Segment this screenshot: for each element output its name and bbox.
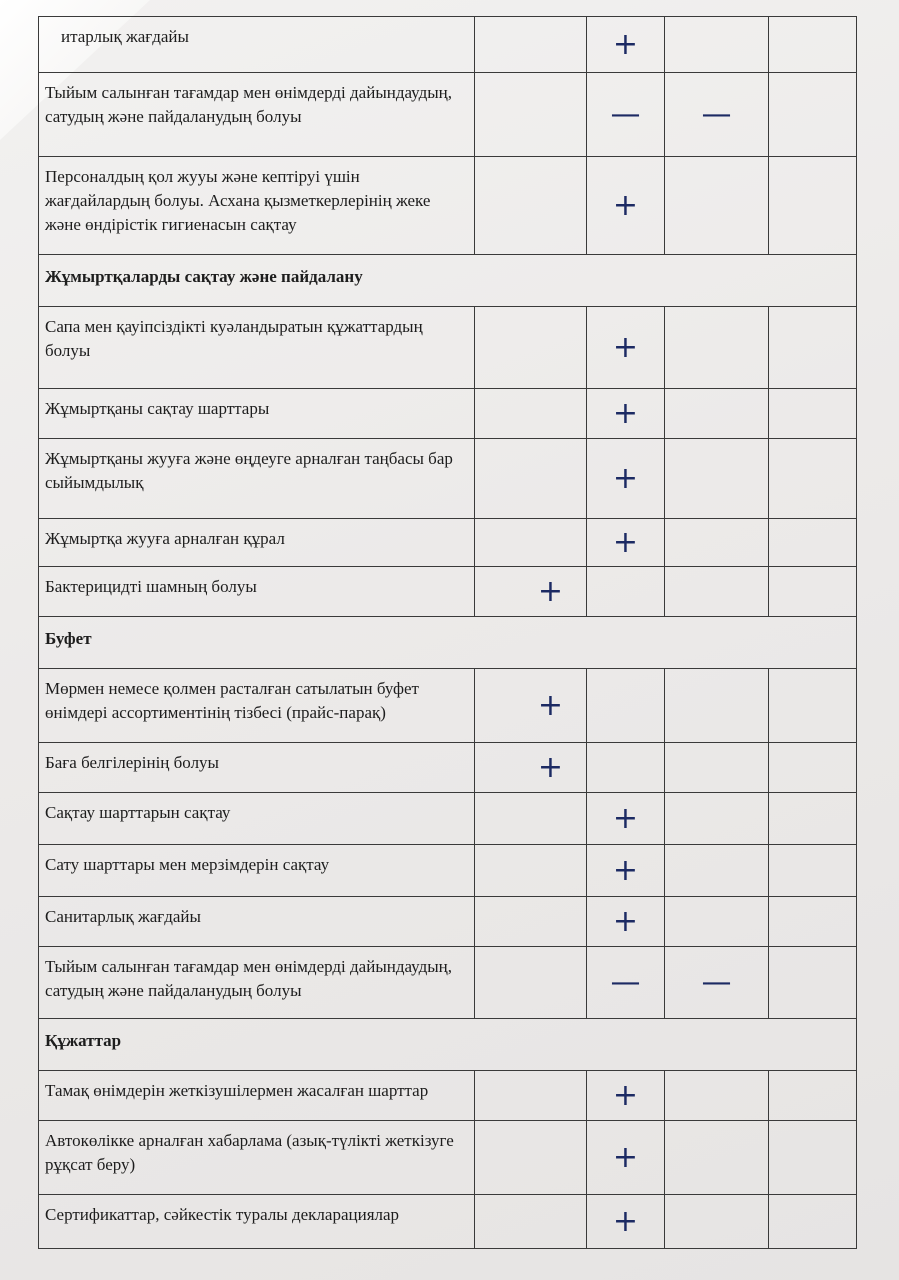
requirement-text: Автокөлікке арналған хабарлама (азық-түлікті жеткізуге рұқсат беру)	[39, 1121, 475, 1195]
requirement-text: Бактерицидті шамның болуы	[39, 567, 475, 617]
mark-col-3: —	[665, 73, 769, 157]
mark-col-2: +	[587, 519, 665, 567]
mark-col-2: +	[587, 157, 665, 255]
section-heading: Құжаттар	[39, 1019, 857, 1071]
mark-col-4	[769, 73, 857, 157]
mark-col-3	[665, 389, 769, 439]
mark-col-4	[769, 897, 857, 947]
section-row	[39, 617, 857, 669]
mark-col-1: +	[475, 743, 587, 793]
mark-col-1: +	[475, 567, 587, 617]
mark-col-3	[665, 1071, 769, 1121]
mark-col-3	[665, 845, 769, 897]
mark-col-4	[769, 845, 857, 897]
mark-col-3	[665, 439, 769, 519]
table-row	[39, 567, 857, 617]
mark-col-2: +	[587, 1071, 665, 1121]
mark-col-2: +	[587, 17, 665, 73]
section-heading: Жұмыртқаларды сақтау және пайдалану	[39, 255, 857, 307]
mark-col-4	[769, 1071, 857, 1121]
mark-col-3	[665, 793, 769, 845]
mark-col-1	[475, 439, 587, 519]
mark-col-4	[769, 793, 857, 845]
mark-col-4	[769, 17, 857, 73]
mark-col-3	[665, 157, 769, 255]
requirement-text: Сақтау шарттарын сақтау	[39, 793, 475, 845]
mark-col-3	[665, 669, 769, 743]
mark-col-2: +	[587, 307, 665, 389]
mark-col-1: +	[475, 669, 587, 743]
requirement-text: Жұмыртқаны сақтау шарттары	[39, 389, 475, 439]
table-row	[39, 897, 857, 947]
mark-col-1	[475, 73, 587, 157]
mark-col-4	[769, 669, 857, 743]
mark-col-2	[587, 669, 665, 743]
mark-col-2: —	[587, 947, 665, 1019]
requirement-text: Баға белгілерінің болуы	[39, 743, 475, 793]
mark-col-2: +	[587, 439, 665, 519]
mark-col-4	[769, 743, 857, 793]
mark-col-3	[665, 1121, 769, 1195]
mark-col-4	[769, 439, 857, 519]
requirement-text: Персоналдың қол жууы және кептіруі үшін жағдайлардың болуы. Асхана қызметкерлерінің жеке және өндірістік гигиенасын сақтау	[39, 157, 475, 255]
table-row	[39, 1071, 857, 1121]
table-row	[39, 17, 857, 73]
mark-col-4	[769, 947, 857, 1019]
table-row	[39, 389, 857, 439]
mark-col-1	[475, 157, 587, 255]
requirement-text: Жұмыртқа жууға арналған құрал	[39, 519, 475, 567]
mark-col-4	[769, 389, 857, 439]
mark-col-4	[769, 157, 857, 255]
table-row	[39, 157, 857, 255]
requirement-text: Мөрмен немесе қолмен расталған сатылатын буфет өнімдері ассортиментінің тізбесі (прайс-парақ)	[39, 669, 475, 743]
table-row	[39, 743, 857, 793]
mark-col-2: —	[587, 73, 665, 157]
mark-col-2: +	[587, 1195, 665, 1249]
requirement-text: Жұмыртқаны жууға және өңдеуге арналған таңбасы бар сыйымдылық	[39, 439, 475, 519]
mark-col-1	[475, 897, 587, 947]
mark-col-1	[475, 947, 587, 1019]
mark-col-1	[475, 793, 587, 845]
mark-col-3	[665, 897, 769, 947]
mark-col-3	[665, 17, 769, 73]
table-row	[39, 1121, 857, 1195]
mark-col-3	[665, 567, 769, 617]
mark-col-2	[587, 567, 665, 617]
mark-col-3: —	[665, 947, 769, 1019]
mark-col-1	[475, 389, 587, 439]
requirement-text: Тыйым салынған тағамдар мен өнімдерді дайындаудың, сатудың және пайдаланудың болуы	[39, 73, 475, 157]
requirement-text: Сапа мен қауіпсіздікті куәландыратын құжаттардың болуы	[39, 307, 475, 389]
mark-col-3	[665, 519, 769, 567]
table-row	[39, 439, 857, 519]
mark-col-1	[475, 845, 587, 897]
table-row	[39, 307, 857, 389]
requirement-text: итарлық жағдайы	[39, 17, 475, 73]
table-row	[39, 519, 857, 567]
mark-col-1	[475, 1071, 587, 1121]
mark-col-2: +	[587, 845, 665, 897]
mark-col-3	[665, 307, 769, 389]
mark-col-4	[769, 307, 857, 389]
mark-col-1	[475, 519, 587, 567]
mark-col-2: +	[587, 793, 665, 845]
requirement-text: Санитарлық жағдайы	[39, 897, 475, 947]
table-row	[39, 793, 857, 845]
mark-col-2: +	[587, 897, 665, 947]
requirement-text: Сату шарттары мен мерзімдерін сақтау	[39, 845, 475, 897]
requirement-text: Тамақ өнімдерін жеткізушілермен жасалған шарттар	[39, 1071, 475, 1121]
mark-col-2	[587, 743, 665, 793]
checklist-table	[38, 16, 857, 1249]
mark-col-1	[475, 17, 587, 73]
section-heading: Буфет	[39, 617, 857, 669]
table-row	[39, 669, 857, 743]
requirement-text: Тыйым салынған тағамдар мен өнімдерді дайындаудың, сатудың және пайдаланудың болуы	[39, 947, 475, 1019]
mark-col-1	[475, 1195, 587, 1249]
mark-col-3	[665, 1195, 769, 1249]
table-row	[39, 73, 857, 157]
mark-col-1	[475, 307, 587, 389]
mark-col-2: +	[587, 1121, 665, 1195]
mark-col-1	[475, 1121, 587, 1195]
mark-col-2: +	[587, 389, 665, 439]
mark-col-4	[769, 519, 857, 567]
table-row	[39, 947, 857, 1019]
section-row	[39, 1019, 857, 1071]
table-row	[39, 1195, 857, 1249]
table-row	[39, 845, 857, 897]
mark-col-4	[769, 567, 857, 617]
requirement-text: Сертификаттар, сәйкестік туралы декларациялар	[39, 1195, 475, 1249]
mark-col-4	[769, 1121, 857, 1195]
mark-col-4	[769, 1195, 857, 1249]
section-row	[39, 255, 857, 307]
mark-col-3	[665, 743, 769, 793]
